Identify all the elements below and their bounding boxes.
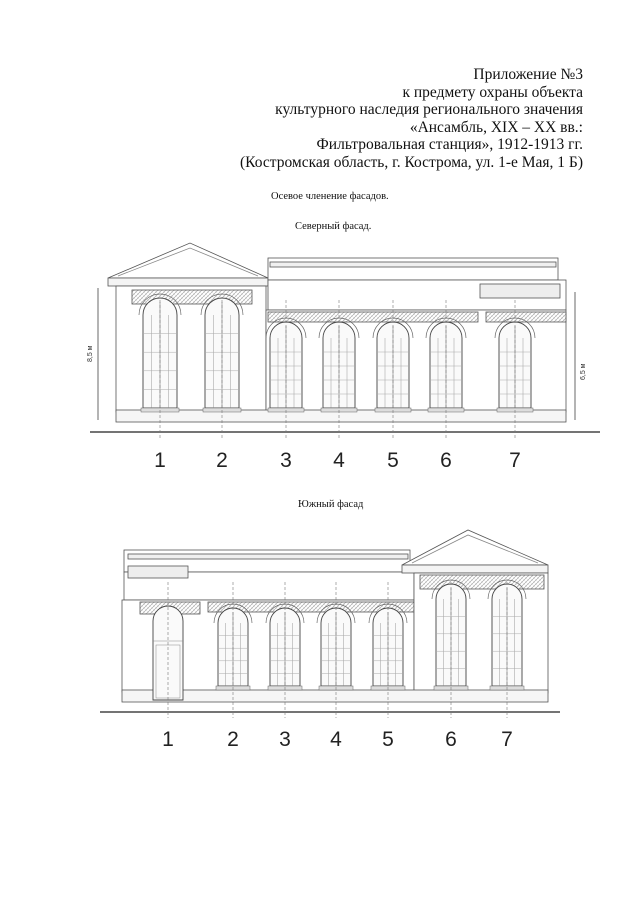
south-axis-label-3: 3: [279, 728, 291, 751]
caption-north-facade: Северный фасад.: [295, 221, 372, 232]
south-axis-label-4: 4: [330, 728, 342, 751]
south-axis-label-5: 5: [382, 728, 394, 751]
header-line-address: (Костромская область, г. Кострома, ул. 1-е Мая, 1 Б): [239, 153, 583, 171]
north-axis-label-5: 5: [387, 449, 399, 472]
header-line-heritage: культурного наследия регионального значения: [275, 101, 583, 119]
north-axis-label-1: 1: [154, 449, 166, 472]
south-axis-label-2: 2: [227, 728, 239, 751]
north-axis-label-3: 3: [280, 449, 292, 472]
south-axis-label-6: 6: [445, 728, 457, 751]
header-line-appendix: Приложение №3: [473, 66, 583, 83]
north-dim-left: 8,5 м: [87, 345, 94, 362]
north-axis-label-2: 2: [216, 449, 228, 472]
header-line-station: Фильтровальная станция», 1912-1913 гг.: [316, 136, 583, 154]
caption-south-facade: Южный фасад: [298, 499, 364, 510]
caption-axial-division: Осевое членение фасадов.: [271, 191, 389, 202]
north-dim-right: 6,5 м: [580, 363, 587, 380]
north-axis-label-7: 7: [509, 449, 521, 472]
header-line-subject: к предмету охраны объекта: [402, 83, 583, 101]
header-line-ensemble: «Ансамбль, XIX – XX вв.:: [409, 118, 583, 136]
south-axis-label-7: 7: [501, 728, 513, 751]
south-pediment: [402, 530, 548, 565]
north-axis-label-4: 4: [333, 449, 345, 472]
south-axis-label-1: 1: [162, 728, 174, 751]
north-axis-label-6: 6: [440, 449, 452, 472]
